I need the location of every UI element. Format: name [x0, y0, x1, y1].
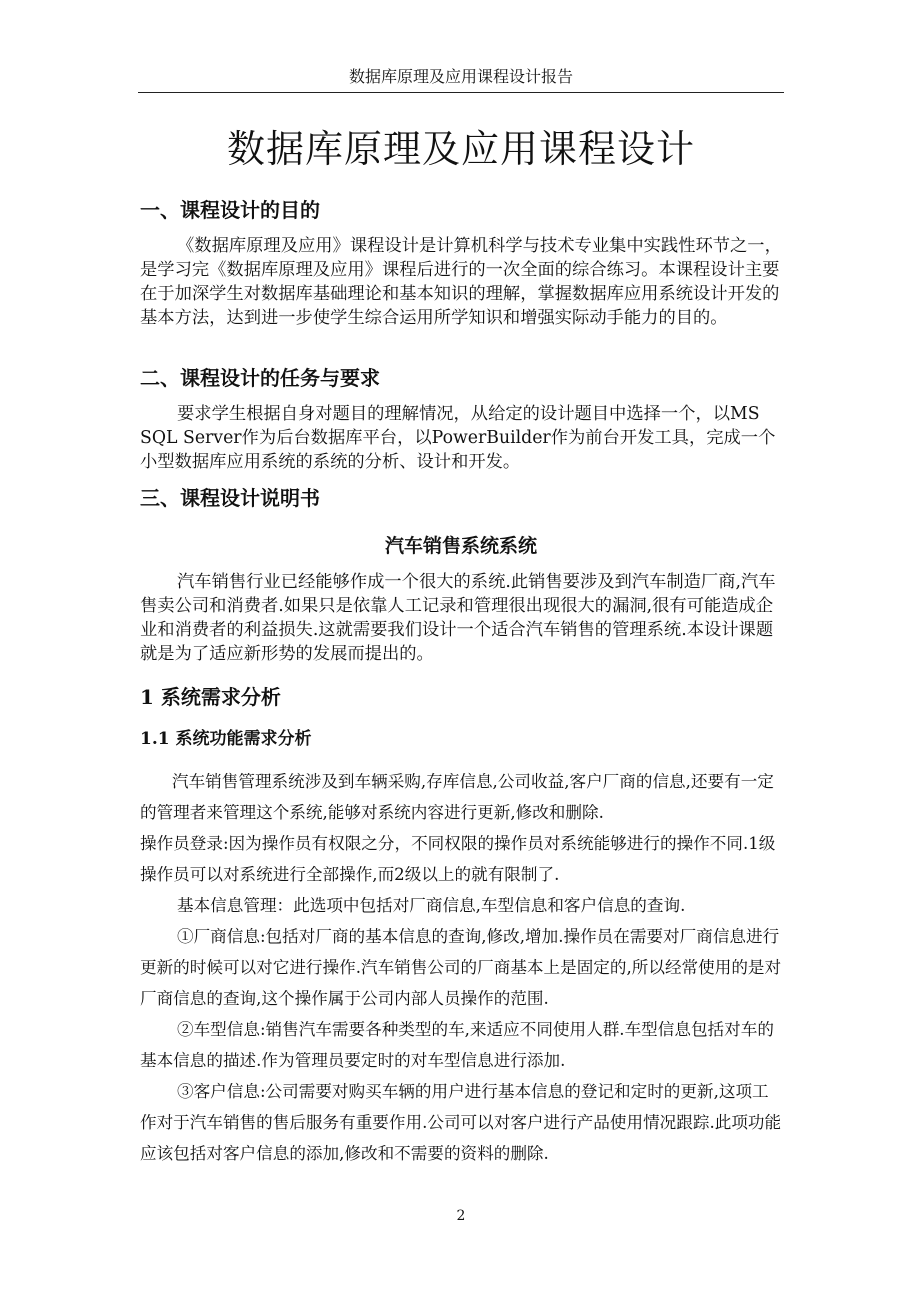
chapter-heading-requirements: 1 系统需求分析 — [140, 685, 281, 709]
document-title: 数据库原理及应用课程设计 — [226, 127, 695, 171]
page-header: 数据库原理及应用课程设计报告 — [348, 67, 573, 86]
section-body-purpose: 《数据库原理及应用》课程设计是计算机科学与技术专业集中实践性环节之一，是学习完《数据库原理及应用》课程后进行的一次全面的综合练习。本课程设计主要在于加深学生对数据库基础理论和基本知识的理解，掌握数据库应用系统设计开发的基本方法，达到进一步使学生综合运用所学知识和增强实际动手能力的目的。 — [140, 236, 782, 328]
page-number: 2 — [456, 1208, 466, 1224]
system-title: 汽车销售系统系统 — [384, 535, 537, 557]
section-heading-purpose: 一、课程设计的目的 — [140, 198, 320, 222]
paragraph-manufacturer-info: ①厂商信息:包括对厂商的基本信息的查询,修改,增加.操作员在需要对厂商信息进行更新的时候可以对它进行操作.汽车销售公司的厂商基本上是固定的,所以经常使用的是对厂商信息的查询,这个操作属于公司内部人员操作的范围. — [140, 927, 782, 1008]
section-heading-tasks: 二、课程设计的任务与要求 — [140, 366, 380, 390]
subsection-heading-function-requirements: 1.1 系统功能需求分析 — [140, 729, 312, 749]
header-divider — [138, 92, 784, 93]
paragraph-customer-info: ③客户信息:公司需要对购买车辆的用户进行基本信息的登记和定时的更新,这项工作对于汽车销售的售后服务有重要作用.公司可以对客户进行产品使用情况跟踪.此项功能应该包括对客户信息的添加,修改和不需要的资料的删除. — [140, 1082, 782, 1163]
paragraph-operator-login: 操作员登录:因为操作员有权限之分，不同权限的操作员对系统能够进行的操作不同.1级操作员可以对系统进行全部操作,而2级以上的就有限制了. — [140, 834, 776, 884]
paragraph-system-overview: 汽车销售管理系统涉及到车辆采购,存库信息,公司收益,客户厂商的信息,还要有一定的管理者来管理这个系统,能够对系统内容进行更新,修改和删除. — [140, 772, 774, 822]
section-body-system-intro: 汽车销售行业已经能够作成一个很大的系统.此销售要涉及到汽车制造厂商,汽车售卖公司和消费者.如果只是依靠人工记录和管理很出现很大的漏洞,很有可能造成企业和消费者的利益损失.这就需要我们设计一个适合汽车销售的管理系统.本设计课题就是为了适应新形势的发展而提出的。 — [140, 572, 776, 664]
section-body-tasks: 要求学生根据自身对题目的理解情况，从给定的设计题目中选择一个，以MS SQL Server作为后台数据库平台，以PowerBuilder作为前台开发工具，完成一个小型数据库应用系统的系统的分析、设计和开发。 — [140, 404, 776, 472]
section-heading-manual: 三、课程设计说明书 — [140, 486, 320, 510]
paragraph-basic-info: 基本信息管理：此选项中包括对厂商信息,车型信息和客户信息的查询. — [177, 896, 686, 915]
paragraph-vehicle-model-info: ②车型信息:销售汽车需要各种类型的车,来适应不同使用人群.车型信息包括对车的基本信息的描述.作为管理员要定时的对车型信息进行添加. — [140, 1020, 774, 1070]
